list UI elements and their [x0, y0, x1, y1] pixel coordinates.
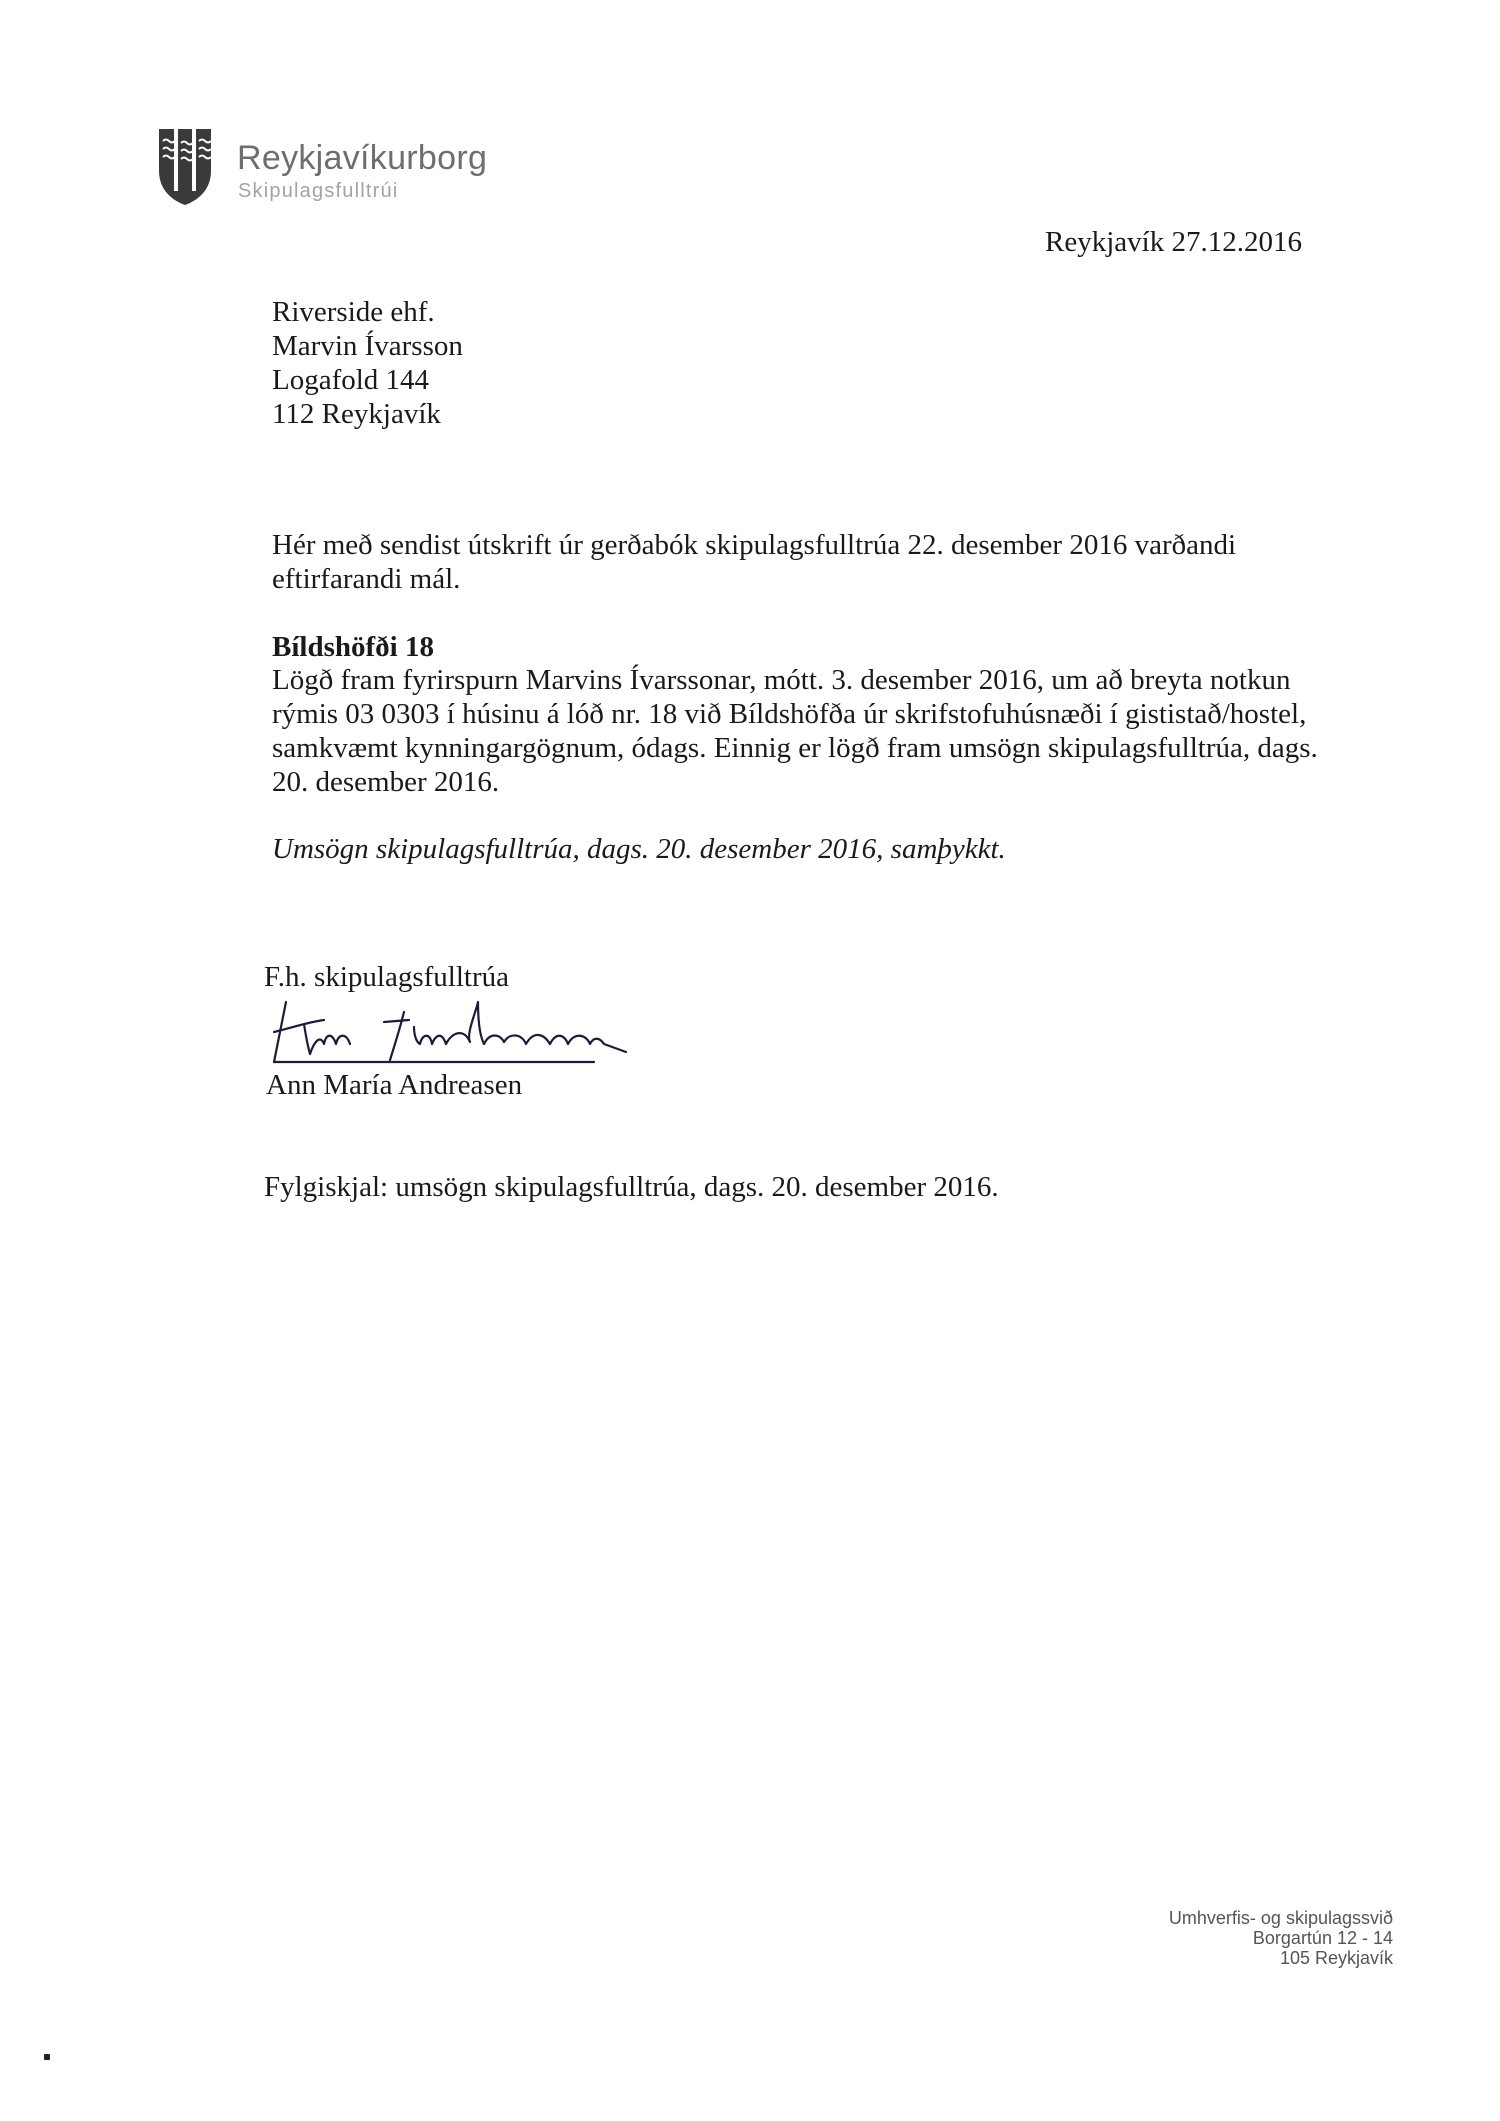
- signer-name: Ann María Andreasen: [266, 1069, 523, 1101]
- intro-line: eftirfarandi mál.: [272, 563, 461, 595]
- scan-artifact: [44, 2054, 50, 2060]
- intro-paragraph: [272, 528, 1272, 596]
- letter-date: Reykjavík 27.12.2016: [1045, 226, 1302, 258]
- footer-line: 105 Reykjavík: [1279, 1948, 1393, 1968]
- recipient-line: Logafold 144: [272, 364, 430, 396]
- intro-line: Hér með sendist útskrift úr gerðabók skipulagsfulltrúa 22. desember 2016 varðandi: [272, 529, 1237, 561]
- case-heading: Bíldshöfði 18: [272, 631, 434, 663]
- case-line: Lögð fram fyrirspurn Marvins Ívarssonar, mótt. 3. desember 2016, um að breyta notkun: [272, 664, 1291, 696]
- signed-for-label: F.h. skipulagsfulltrúa: [264, 961, 509, 993]
- footer-address: [1169, 1908, 1393, 1968]
- org-name: Reykjavíkurborg: [237, 139, 488, 177]
- case-line: 20. desember 2016.: [272, 766, 500, 798]
- recipient-line: 112 Reykjavík: [272, 398, 441, 430]
- recipient-line: Riverside ehf.: [272, 296, 435, 328]
- case-line: rýmis 03 0303 í húsinu á lóð nr. 18 við Bíldshöfða úr skrifstofuhúsnæði í gististað/hostel,: [272, 698, 1307, 730]
- case-description: [272, 663, 1322, 799]
- recipient-line: Marvin Ívarsson: [272, 330, 463, 362]
- recipient-address: [272, 295, 463, 431]
- signature-block: [264, 960, 684, 1100]
- handwritten-signature: [264, 972, 684, 1067]
- attachment-note: Fylgiskjal: umsögn skipulagsfulltrúa, dags. 20. desember 2016.: [264, 1171, 999, 1203]
- footer-line: Umhverfis- og skipulagssvið: [1168, 1908, 1393, 1928]
- org-department: Skipulagsfulltrúi: [238, 180, 399, 202]
- decision-text: Umsögn skipulagsfulltrúa, dags. 20. desember 2016, samþykkt.: [272, 833, 1006, 865]
- case-line: samkvæmt kynningargögnum, ódags. Einnig er lögð fram umsögn skipulagsfulltrúa, dags.: [272, 732, 1318, 764]
- city-crest-icon: [157, 127, 213, 207]
- footer-line: Borgartún 12 - 14: [1252, 1928, 1393, 1948]
